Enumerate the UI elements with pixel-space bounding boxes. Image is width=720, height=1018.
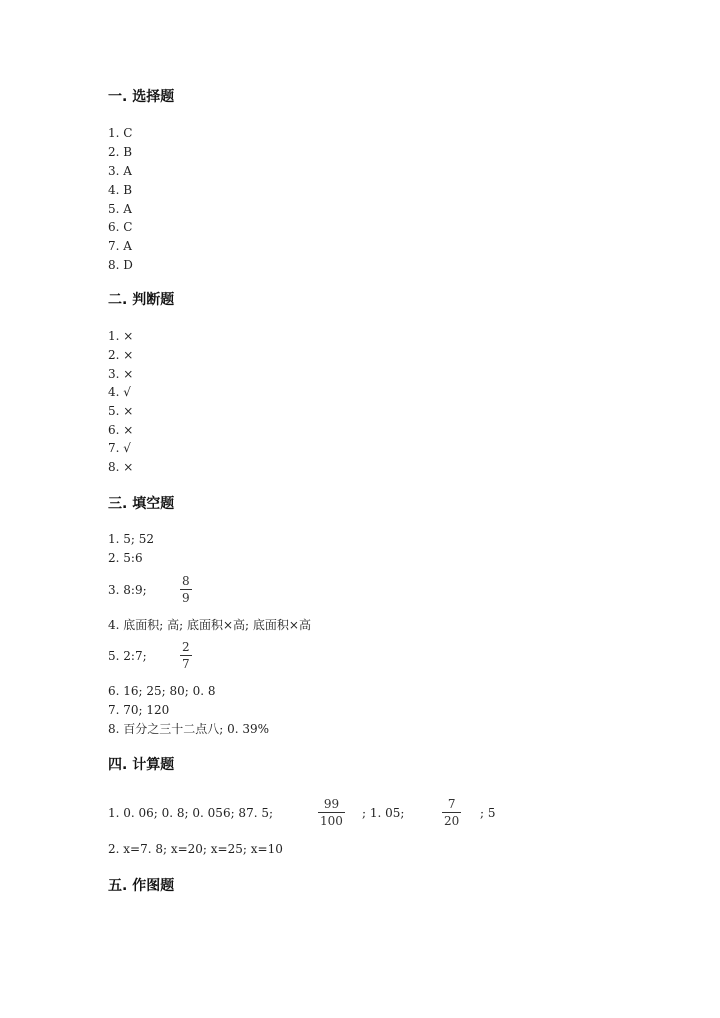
section-title-fill: 三. 填空题 (108, 496, 175, 512)
list-item: 1. C (108, 126, 133, 140)
fraction-numerator: 8 (182, 574, 190, 588)
section-title-draw: 五. 作图题 (108, 878, 175, 894)
list-item: 1. × (108, 329, 134, 343)
fraction-denominator: 100 (320, 814, 343, 828)
list-item: 2. × (108, 348, 134, 362)
list-item: 7. A (108, 239, 132, 253)
fraction (442, 797, 461, 828)
fraction-numerator: 99 (323, 797, 340, 811)
list-item: 4. B (108, 183, 133, 197)
list-item: 6. C (108, 220, 133, 234)
list-item: 4. √ (108, 385, 131, 399)
section-title-calc: 四. 计算题 (108, 757, 175, 773)
list-item-text: ; 1. 05; (362, 806, 405, 820)
list-item: 3. A (108, 164, 132, 178)
list-item: 4. 底面积; 高; 底面积×高; 底面积×高 (108, 618, 311, 632)
fraction-numerator: 2 (182, 640, 190, 654)
list-item: 8. × (108, 460, 134, 474)
list-item: 5. 2:7; (108, 649, 147, 663)
fraction-denominator: 9 (182, 591, 190, 605)
list-item: 1. 5; 52 (108, 532, 155, 546)
fraction (180, 640, 192, 671)
list-item-text: ; 5 (480, 806, 496, 820)
list-item: 8. D (108, 258, 133, 272)
list-item: 6. × (108, 423, 134, 437)
list-item: 5. A (108, 202, 132, 216)
list-item: 8. 百分之三十二点八; 0. 39% (108, 722, 270, 736)
fraction (318, 797, 345, 828)
list-item: 3. 8:9; (108, 583, 147, 597)
fraction-denominator: 20 (444, 814, 460, 828)
list-item: 1. 0. 06; 0. 8; 0. 056; 87. 5; (108, 806, 274, 820)
list-item: 2. B (108, 145, 133, 159)
fraction (180, 574, 192, 605)
list-item: 2. x=7. 8; x=20; x=25; x=10 (108, 842, 283, 856)
fraction-denominator: 7 (182, 657, 190, 671)
fraction-numerator: 7 (447, 797, 456, 811)
list-item: 5. × (108, 404, 134, 418)
section-title-choice: 一. 选择题 (108, 89, 175, 105)
list-item: 3. × (108, 367, 134, 381)
section-title-judge: 二. 判断题 (108, 292, 175, 308)
list-item: 7. √ (108, 441, 131, 455)
list-item: 7. 70; 120 (108, 703, 170, 717)
list-item: 2. 5:6 (108, 551, 143, 565)
list-item: 6. 16; 25; 80; 0. 8 (108, 684, 216, 698)
